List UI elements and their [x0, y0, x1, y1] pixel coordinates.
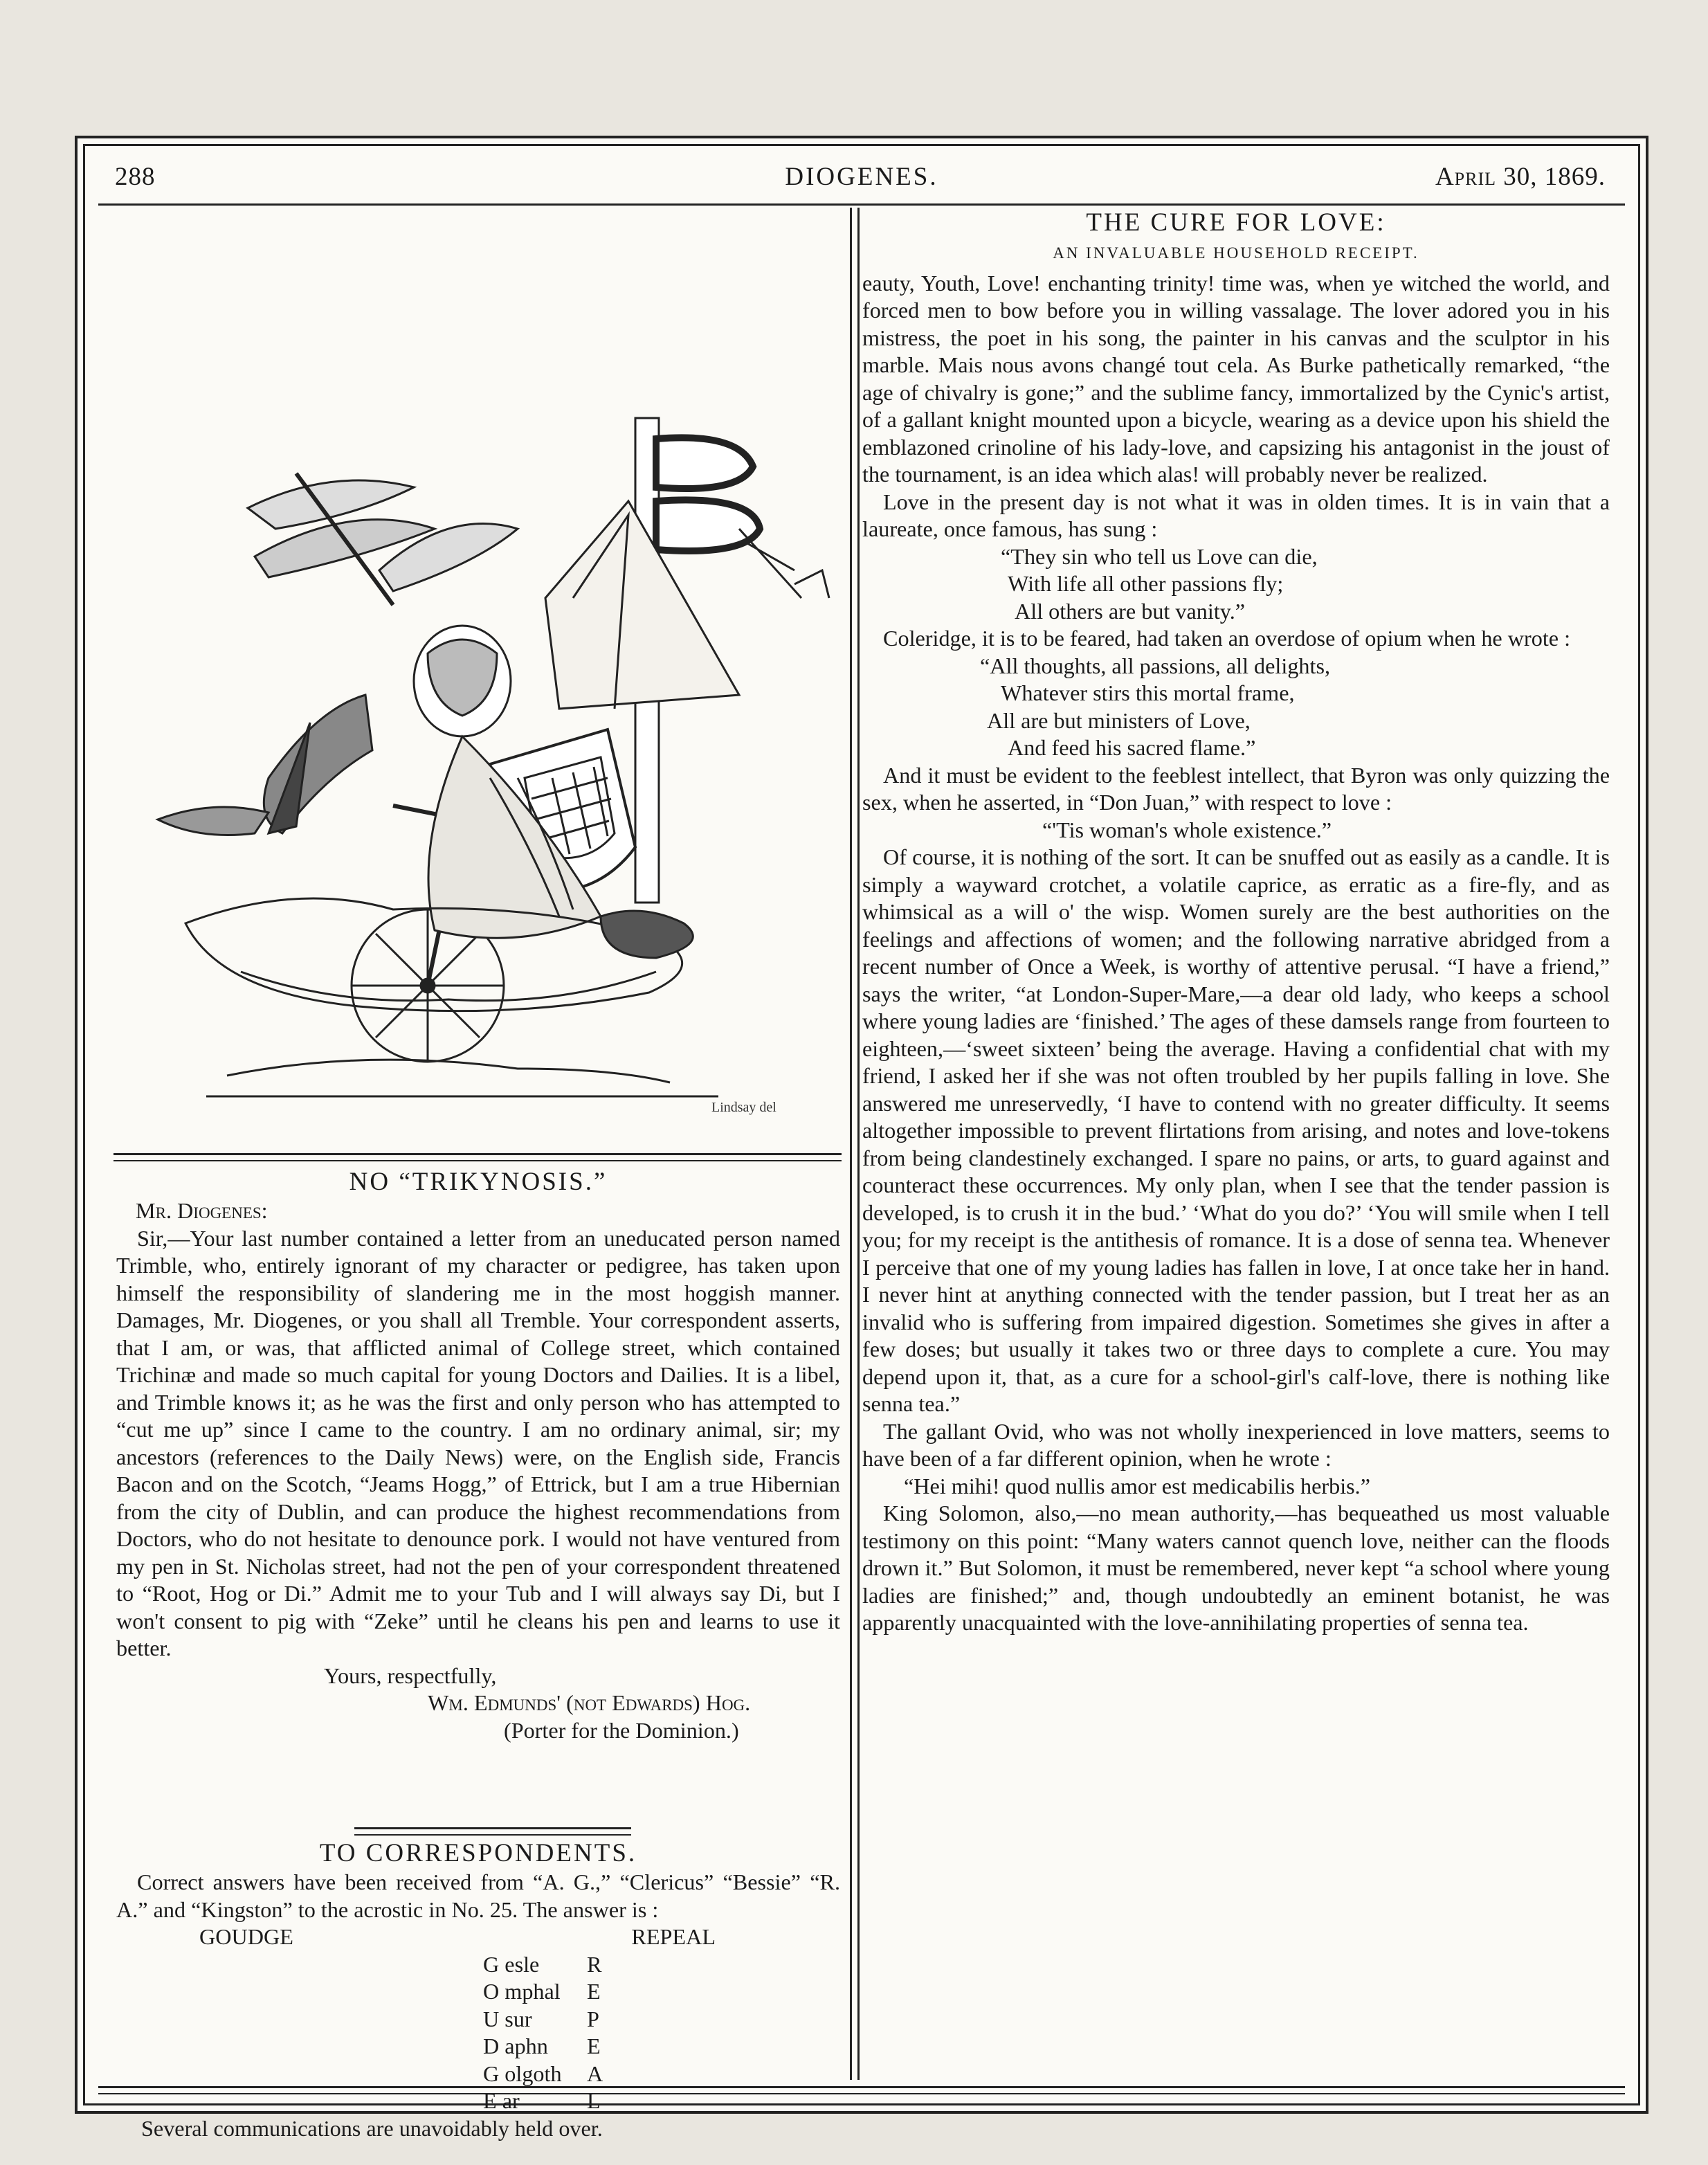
newspaper-page [75, 136, 1648, 2141]
bottom-rule [98, 2086, 1625, 2094]
article-title: THE CURE FOR LOVE: [1086, 208, 1386, 237]
page-number: 288 [115, 163, 156, 191]
acrostic-row [483, 2060, 840, 2088]
acrostic-left: D aphn [483, 2033, 548, 2058]
verse-line: All are but ministers of Love, [987, 707, 1251, 733]
verse-line: “All thoughts, all passions, all delights, [980, 653, 1331, 678]
article-paragraph: King Solomon, also,—no mean authority,—has bequeathed us most valuable testimony on this point: “Many waters cannot quench love, neither can the floods drown it.” But Solomon, it must be remembered, never kept “a school where young ladies are finished;” and, though undoubtedly an eminent botanist, he was apparently unacquainted with the love-annihilating properties of senna tea. [862, 1501, 1610, 1635]
article-paragraph: The gallant Ovid, who was not wholly inexperienced in love matters, seems to have been of a far different opinion, when he wrote : [862, 1418, 1610, 1471]
acrostic-row [483, 1951, 840, 1979]
verse-line: “'Tis woman's whole existence.” [1042, 817, 1332, 842]
acrostic-left: G olgoth [483, 2060, 562, 2086]
acrostic-right: E [587, 2033, 601, 2058]
section-rule-2 [354, 1827, 631, 1836]
article-paragraph: Coleridge, it is to be feared, had taken an overdose of opium when he wrote : [883, 626, 1571, 651]
acrostic-right: E [587, 1979, 601, 2004]
acrostic-row [483, 2033, 840, 2060]
acrostic-left: G esle [483, 1951, 540, 1977]
acrostic-word-left: GOUDGE [199, 1924, 293, 1949]
page-header [98, 151, 1625, 206]
acrostic-right: L [587, 2088, 601, 2113]
acrostic-left: U sur [483, 2006, 532, 2031]
correspondents-section [116, 1838, 840, 2142]
acrostic-right: A [587, 2060, 603, 2086]
letter-title: NO “TRIKYNOSIS.” [349, 1168, 608, 1196]
issue-date: April 30, 1869. [1435, 163, 1606, 191]
column-divider [850, 208, 860, 2080]
left-column-text [116, 1167, 840, 1744]
knight-on-bicycle-engraving-icon [102, 210, 843, 1152]
verse-line: “Hei mihi! quod nullis amor est medicabilis herbis.” [904, 1473, 1371, 1498]
verse-block [862, 1473, 1610, 1501]
acrostic-right: P [587, 2006, 599, 2031]
article-column [862, 208, 1610, 1637]
section-rule [113, 1153, 842, 1161]
correspondents-title: TO CORRESPONDENTS. [319, 1839, 637, 1867]
correspondents-text: Correct answers have been received from “A. G.,” “Clericus” “Bessie” “R. A.” and “Kingston” to the acrostic in No. 25. The answer is : [116, 1869, 840, 1922]
article-paragraph: Of course, it is nothing of the sort. It can be snuffed out as easily as a candle. It is simply a wayward crotchet, a volatile caprice, as erratic as a fire-fly, and as whimsical as a will o' the wisp. Women surely are the best authorities on the feelings and affections of women; and the following narrative abridged from a recent number of Once a Week, is worthy of attentive perusal. “I have a friend,” says the writer, “at London-Super-Mare,—a dear old lady, who keeps a school where young ladies are ‘finished.’ The ages of these damsels range from fourteen to eighteen,—‘sweet sixteen’ being the average. Having a confidential chat with my friend, I asked her if she was not often troubled by her pupils falling in love. She answered me unreservedly, ‘I have to contend with no greater difficulty. It seems altogether impossible to prevent flirtations from arising, and notes and love-tokens from being clandestinely exchanged. I spare no pains, or arts, to guard against and counteract these occurrences. My only plan, when I see that the tender passion is developed, is to crush it in the bud.’ ‘What do you do?’ ‘You will smile when I tell you; for my receipt is the antithesis of romance. It is a dose of senna tea. Whenever I perceive that one of my young ladies has fallen in love, I at once take her in hand. I never hint at anything connected with the tender passion, but I treat her as an invalid who is suffering from impaired digestion. Sometimes she gives in after a few doses; but usually it takes two or three days to complete a cure. You may depend upon it, that, as a cure for a school-girl's calf-love, there is nothing like senna tea.” [862, 844, 1610, 1416]
verse-block [862, 817, 1610, 844]
verse-line: “They sin who tell us Love can die, [1001, 543, 1318, 569]
correspondents-footer: Several communications are unavoidably held over. [141, 2115, 603, 2141]
letter-salutation: Mr. Diogenes: [136, 1198, 268, 1223]
verse-line: And feed his sacred flame.” [1008, 735, 1256, 760]
verse-line: Whatever stirs this mortal frame, [1001, 680, 1295, 705]
letter-closing: Yours, respectfully, [324, 1663, 497, 1688]
article-subtitle: AN INVALUABLE HOUSEHOLD RECEIPT. [1053, 244, 1419, 262]
letter-signature: Wm. Edmunds' (not Edwards) Hog. [428, 1690, 751, 1715]
article-paragraph: eauty, Youth, Love! enchanting trinity! time was, when ye witched the world, and forced men to bow before you in willing vassalage. The lover adored you in his mistress, the poet in his song, the painter in his canvas and the sculptor in his marble. Mais nous avons changé tout cela. As Burke pathetically remarked, “the age of chivalry is gone;” and the sublime fancy, immortalized by the Cynic's artist, of a gallant knight mounted upon a bicycle, wearing as a device upon his shield the emblazoned crinoline of his lady-love, and capsizing his antagonist in the joust of the tournament, is an idea which alas! will probably never be realized. [862, 270, 1610, 487]
acrostic-words [116, 1923, 840, 1951]
acrostic-word-right: REPEAL [631, 1924, 716, 1949]
acrostic-row [483, 1978, 840, 2006]
acrostic-row [483, 2006, 840, 2033]
verse-block [862, 543, 1610, 626]
illustration-signature: Lindsay del [711, 1100, 776, 1115]
acrostic-left: E ar [483, 2088, 520, 2113]
verse-block [862, 653, 1610, 762]
masthead: DIOGENES. [785, 163, 938, 191]
acrostic-right: R [587, 1951, 602, 1977]
article-paragraph: Love in the present day is not what it was in olden times. It is in vain that a laureate, once famous, has sung : [862, 489, 1610, 541]
article-paragraph: And it must be evident to the feeblest intellect, that Byron was only quizzing the sex, when he asserted, in “Don Juan,” with respect to love : [862, 762, 1610, 815]
letter-body: Sir,—Your last number contained a letter from an uneducated person named Trimble, who, entirely ignorant of my character or pedigree, has taken upon himself the responsibility of slandering me in the most hoggish manner. Damages, Mr. Diogenes, or you shall all Tremble. Your correspondent asserts, that I am, or was, that afflicted animal of College street, which contained Trichinæ and made so much capital for young Doctors and Dailies. It is a libel, and Trimble knows it; as he was the first and only person who has attempted to “cut me up” since I came to the country. I am no ordinary animal, sir; my ancestors (references to the Daily News) were, on the English side, Francis Bacon and on the Scotch, “Jeams Hogg,” of Ettrick, but I am a true Hibernian from the city of Dublin, and can produce the highest recommendations from Doctors, who do not hesitate to denounce pork. I would not have ventured from my pen in St. Nicholas street, had not the pen of your correspondent threatened to “Root, Hog or Di.” Admit me to your Tub and I will always say Di, but I won't consent to pig with “Zeke” until he cleans his pen and learns to use it better. [116, 1225, 840, 1660]
acrostic-left: O mphal [483, 1979, 561, 2004]
verse-line: With life all other passions fly; [1008, 571, 1284, 596]
letter-signature-note: (Porter for the Dominion.) [504, 1717, 739, 1743]
verse-line: All others are but vanity.” [1015, 598, 1246, 624]
